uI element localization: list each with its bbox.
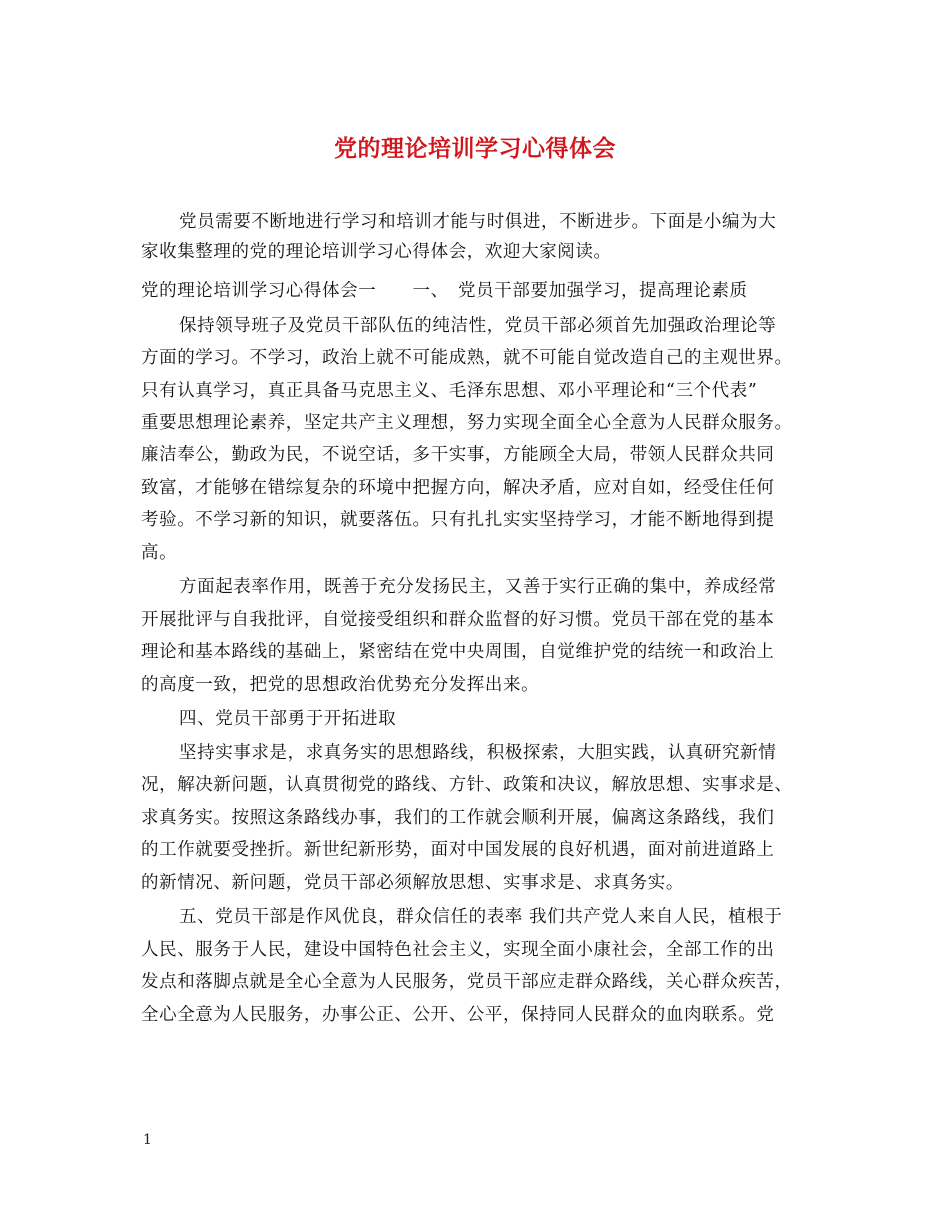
paragraph-line: 五、党员干部是作风优良，群众信任的表率 我们共产党人来自人民，植根于 [179,907,783,927]
page-number: 1 [143,1132,152,1148]
paragraph-line: 理论和基本路线的基础上，紧密结在党中央周围，自觉维护党的结统一和政治上 [141,642,775,662]
paragraph-line: 人民、服务于人民，建设中国特色社会主义，实现全面小康社会，全部工作的出 [141,940,775,960]
paragraph-line: 方面起表率作用，既善于充分发扬民主，又善于实行正确的集中，养成经常 [179,577,777,597]
paragraph-line: 况，解决新问题，认真贯彻党的路线、方针、政策和决议，解放思想、实事求是、 [141,775,793,795]
section-heading-line: 四、党员干部勇于开拓进取 [179,709,397,729]
paragraph-line: 家收集整理的党的理论培训学习心得体会，欢迎大家阅读。 [141,242,612,262]
paragraph-line: 坚持实事求是，求真务实的思想路线，积极探索，大胆实践，认真研究新情 [179,743,777,763]
paragraph-line: 的工作就要受挫折。新世纪新形势，面对中国发展的良好机遇，面对前进道路上 [141,840,775,860]
paragraph-line: 开展批评与自我批评，自觉接受组织和群众监督的好习惯。党员干部在党的基本 [141,610,775,630]
paragraph-line: 致富，才能够在错综复杂的环境中把握方向，解决矛盾，应对自如，经受住任何 [141,478,775,498]
paragraph-line: 方面的学习。不学习，政治上就不可能成熟，就不可能自觉改造自己的主观世界。 [141,348,793,368]
paragraph-line: 的高度一致，把党的思想政治优势充分发挥出来。 [141,675,540,695]
paragraph-line: 求真务实。按照这条路线办事，我们的工作就会顺利开展，偏离这条路线，我们 [141,808,775,828]
paragraph-line: 全心全意为人民服务，办事公正、公开、公平，保持同人民群众的血肉联系。党 [141,1005,775,1025]
paragraph-line: 发点和落脚点就是全心全意为人民服务，党员干部应走群众路线，关心群众疾苦， [141,972,793,992]
paragraph-line: 保持领导班子及党员干部队伍的纯洁性，党员干部必须首先加强政治理论等 [179,316,777,336]
document-title: 党的理论培训学习心得体会 [334,135,616,162]
paragraph-line: 高。 [141,543,178,563]
paragraph-line: 的新情况、新问题，党员干部必须解放思想、实事求是、求真务实。 [141,873,684,893]
paragraph-line: 考验。不学习新的知识，就要落伍。只有扎扎实实坚持学习，才能不断地得到提 [141,510,775,530]
paragraph-line: 只有认真学习，真正具备马克思主义、毛泽东思想、邓小平理论和“三个代表” [141,381,758,401]
paragraph-line: 廉洁奉公，勤政为民，不说空话，多干实事，方能顾全大局，带领人民群众共同 [141,445,775,465]
section-heading-line: 党的理论培训学习心得体会一 一、 党员干部要加强学习，提高理论素质 [141,281,748,301]
paragraph-line: 重要思想理论素养，坚定共产主义理想，努力实现全面全心全意为人民群众服务。 [141,413,793,433]
paragraph-line: 党员需要不断地进行学习和培训才能与时俱进，不断进步。下面是小编为大 [179,212,777,232]
